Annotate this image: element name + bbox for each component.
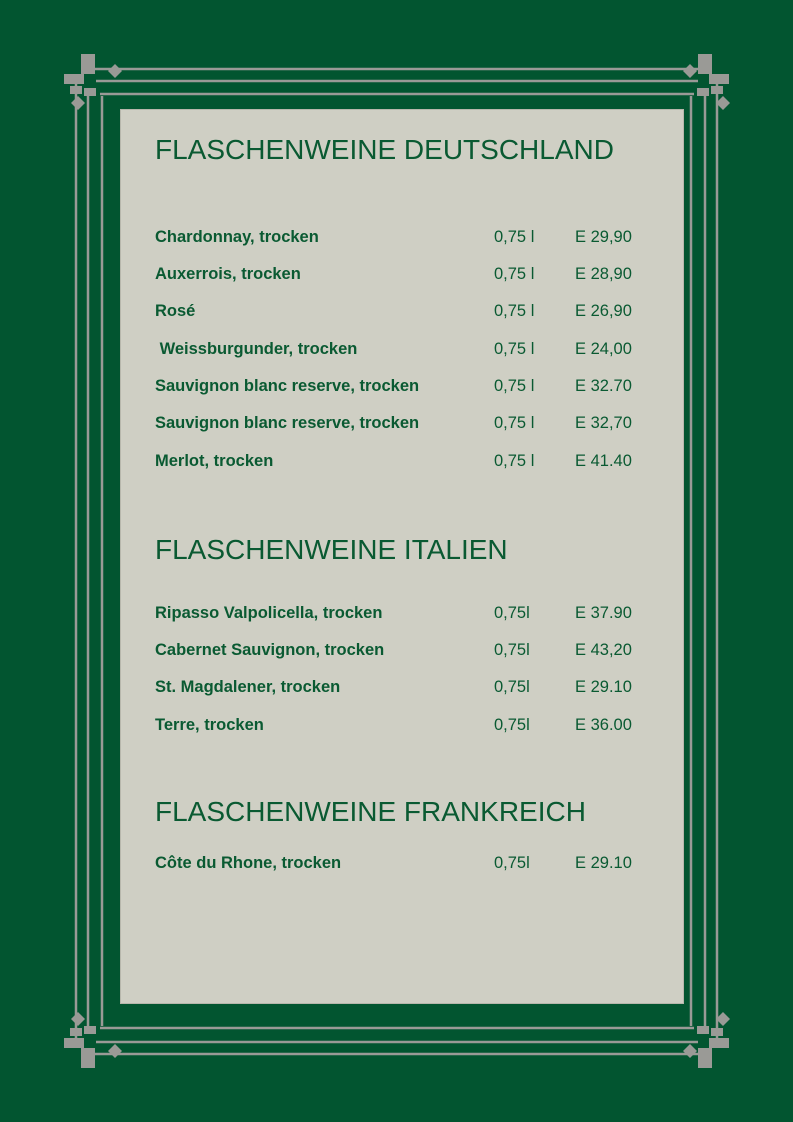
- wine-price: E 29,90: [575, 228, 632, 246]
- wine-row: [155, 604, 635, 626]
- wine-row: [155, 414, 635, 436]
- wine-row: [155, 340, 635, 362]
- wine-row: [155, 678, 635, 700]
- wine-row: [155, 302, 635, 324]
- wine-row: [155, 228, 635, 250]
- wine-volume: 0,75 l: [494, 265, 535, 283]
- wine-volume: 0,75 l: [494, 228, 535, 246]
- wine-name: Côte du Rhone, trocken: [155, 854, 342, 872]
- wine-price: E 29.10: [575, 678, 632, 696]
- wine-row: [155, 377, 635, 399]
- wine-volume: 0,75l: [494, 854, 530, 872]
- wine-volume: 0,75 l: [494, 340, 535, 358]
- wine-name: Rosé: [155, 302, 196, 320]
- wine-name: St. Magdalener, trocken: [155, 678, 341, 696]
- wine-volume: 0,75 l: [494, 302, 535, 320]
- wine-name: Merlot, trocken: [155, 452, 274, 470]
- wine-name: Terre, trocken: [155, 716, 264, 734]
- wine-volume: 0,75 l: [494, 452, 535, 470]
- section-title-frankreich: FLASCHENWEINE FRANKREICH: [155, 796, 586, 827]
- wine-row: [155, 641, 635, 663]
- wine-name: Sauvignon blanc reserve, trocken: [155, 414, 420, 432]
- wine-name: Auxerrois, trocken: [155, 265, 301, 283]
- wine-row: [155, 854, 635, 876]
- wine-price: E 24,00: [575, 340, 632, 358]
- wine-row: [155, 265, 635, 287]
- wine-price: E 43,20: [575, 641, 632, 659]
- wine-price: E 36.00: [575, 716, 632, 734]
- wine-name: Ripasso Valpolicella, trocken: [155, 604, 383, 622]
- wine-volume: 0,75l: [494, 716, 530, 734]
- section-title-italien: FLASCHENWEINE ITALIEN: [155, 534, 508, 565]
- wine-price: E 32.70: [575, 377, 632, 395]
- wine-name: Weissburgunder, trocken: [155, 340, 358, 358]
- wine-row: [155, 452, 635, 474]
- wine-name: Cabernet Sauvignon, trocken: [155, 641, 385, 659]
- wine-volume: 0,75 l: [494, 414, 535, 432]
- wine-price: E 37.90: [575, 604, 632, 622]
- wine-price: E 41.40: [575, 452, 632, 470]
- wine-name: Chardonnay, trocken: [155, 228, 319, 246]
- wine-row: [155, 716, 635, 738]
- wine-price: E 32,70: [575, 414, 632, 432]
- section-title-deutschland: FLASCHENWEINE DEUTSCHLAND: [155, 134, 614, 165]
- wine-volume: 0,75l: [494, 641, 530, 659]
- wine-name: Sauvignon blanc reserve, trocken: [155, 377, 420, 395]
- wine-price: E 28,90: [575, 265, 632, 283]
- wine-volume: 0,75l: [494, 604, 530, 622]
- wine-price: E 26,90: [575, 302, 632, 320]
- wine-volume: 0,75 l: [494, 377, 535, 395]
- wine-volume: 0,75l: [494, 678, 530, 696]
- wine-price: E 29.10: [575, 854, 632, 872]
